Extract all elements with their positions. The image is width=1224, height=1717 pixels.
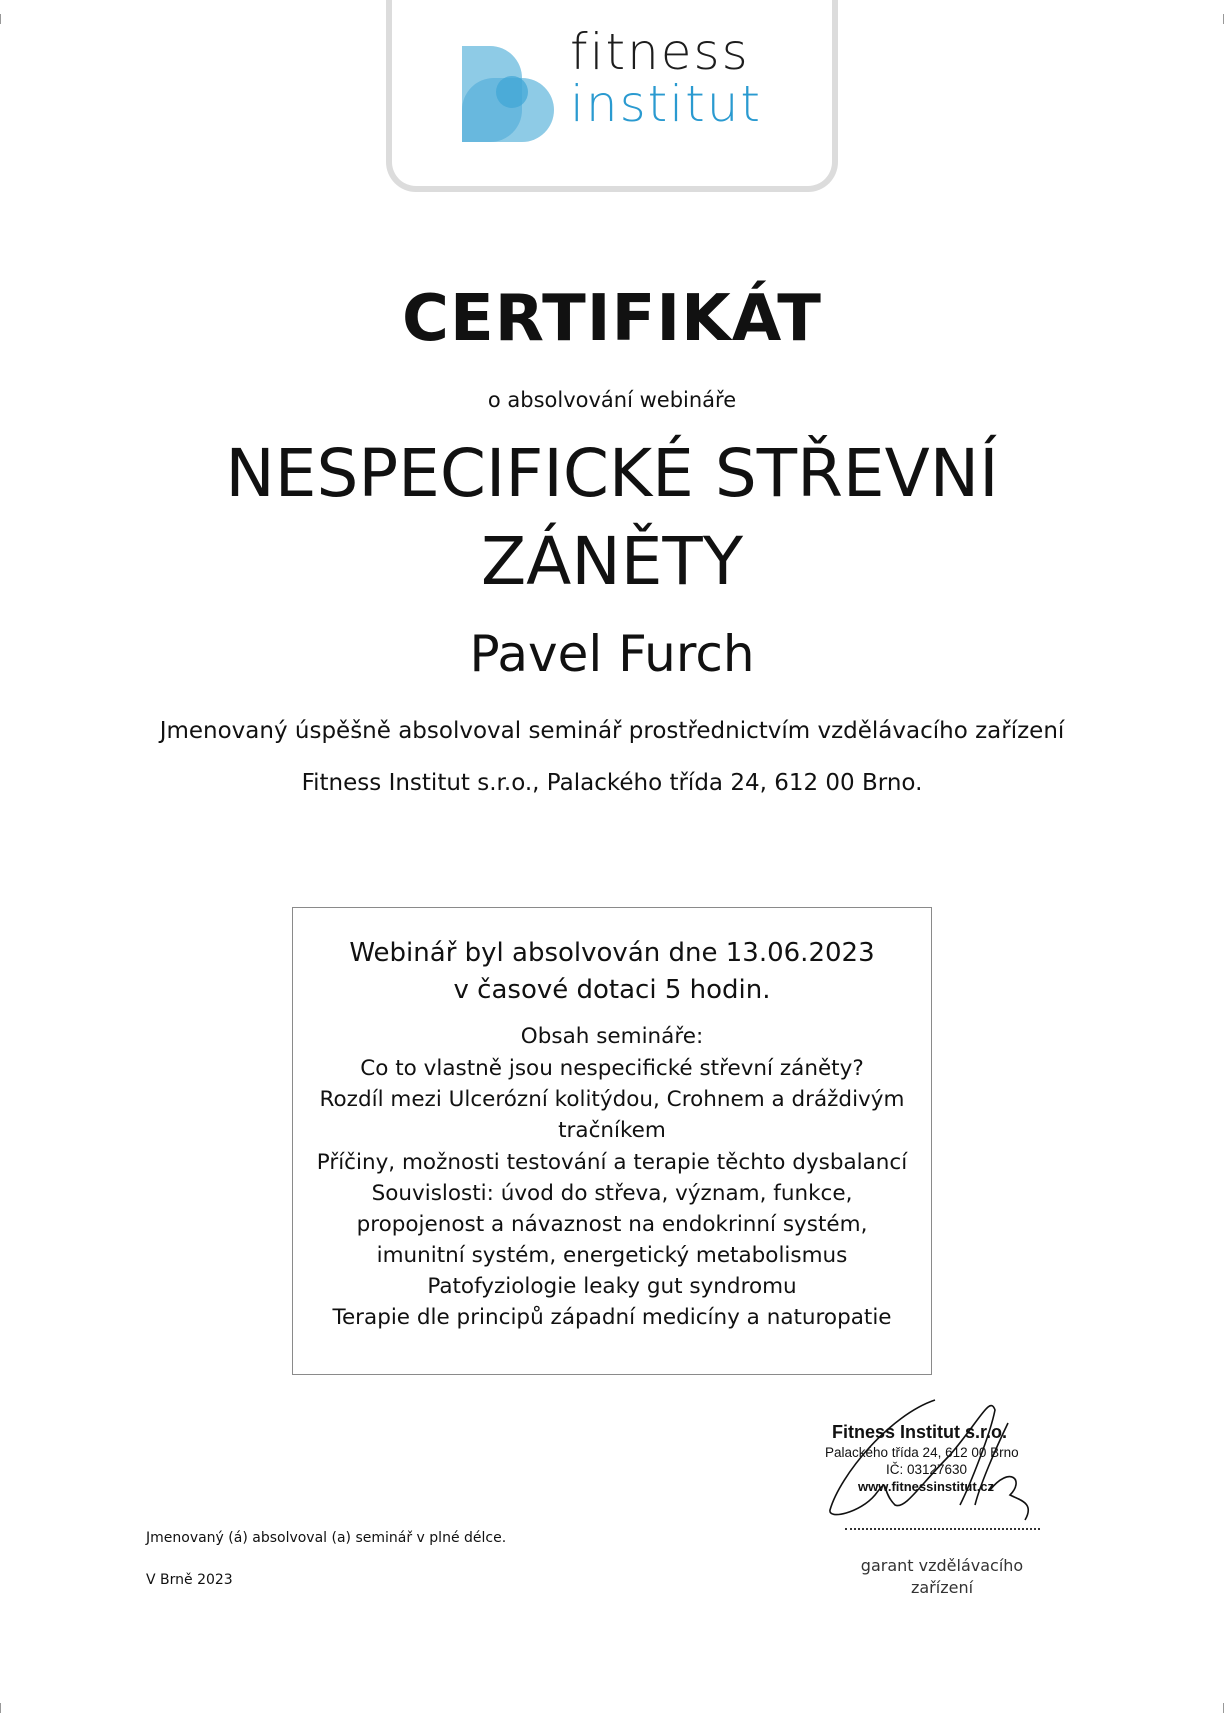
signature-role-line-2: zařízení bbox=[910, 1578, 974, 1597]
contents-item: Co to vlastně jsou nespecifické střevní záněty? bbox=[360, 1056, 864, 1081]
crop-mark bbox=[1213, 1703, 1224, 1713]
contents-item: Terapie dle principů západní medicíny a naturopatie bbox=[332, 1305, 892, 1330]
stamp-address: Palackého třída 24, 612 00 Brno bbox=[825, 1445, 1019, 1460]
contents-item: propojenost a návaznost na endokrinní systém, bbox=[356, 1212, 868, 1237]
signature-role-line-1: garant vzdělávacího bbox=[860, 1556, 1024, 1575]
logo-line-1: fitness bbox=[570, 23, 750, 81]
place-date: V Brně 2023 bbox=[146, 1572, 233, 1588]
signature-icon bbox=[820, 1395, 1060, 1525]
contents-item: Příčiny, možnosti testování a terapie těchto dysbalancí bbox=[316, 1150, 908, 1175]
crop-mark bbox=[0, 1703, 11, 1713]
contents-heading: Obsah semináře: bbox=[520, 1024, 704, 1049]
recipient-name: Pavel Furch bbox=[469, 625, 755, 683]
duration: v časové dotaci 5 hodin. bbox=[453, 975, 771, 1005]
logo-frame bbox=[386, 0, 838, 192]
stamp-web: www.fitnessinstitut.cz bbox=[858, 1479, 995, 1494]
contents-item: tračníkem bbox=[558, 1118, 666, 1143]
stamp-ico: IČ: 03127630 bbox=[886, 1462, 968, 1477]
footer-note: Jmenovaný (á) absolvoval (a) seminář v plné délce. bbox=[146, 1530, 507, 1546]
crop-mark bbox=[1213, 14, 1224, 24]
certificate-subtitle: o absolvování webináře bbox=[487, 388, 737, 412]
stamp-company: Fitness Institut s.r.o. bbox=[832, 1422, 1008, 1442]
webinar-topic bbox=[0, 430, 1224, 606]
logo-line-2: institut bbox=[570, 75, 763, 133]
topic-line-1: NESPECIFICKÉ STŘEVNÍ bbox=[225, 435, 999, 512]
details-box bbox=[292, 907, 932, 1375]
logo-wordmark bbox=[570, 23, 763, 133]
contents-item: imunitní systém, energetický metabolismus bbox=[376, 1243, 848, 1268]
heart-logo-icon bbox=[462, 46, 562, 142]
topic-line-2: ZÁNĚTY bbox=[480, 523, 744, 600]
contents-item: Rozdíl mezi Ulcerózní kolitýdou, Crohnem a dráždivým bbox=[319, 1087, 905, 1112]
completion-date: Webinář byl absolvován dne 13.06.2023 bbox=[349, 938, 875, 968]
company-stamp bbox=[820, 1395, 1060, 1525]
crop-mark bbox=[0, 14, 11, 24]
description-line-1: Jmenovaný úspěšně absolvoval seminář prostřednictvím vzdělávacího zařízení bbox=[159, 718, 1065, 744]
signature-line bbox=[845, 1528, 1040, 1530]
description-line-2: Fitness Institut s.r.o., Palackého třída 24, 612 00 Brno. bbox=[301, 770, 923, 796]
contents-item: Patofyziologie leaky gut syndromu bbox=[427, 1274, 797, 1299]
certificate-title: CERTIFIKÁT bbox=[402, 282, 822, 356]
contents-item: Souvislosti: úvod do střeva, význam, funkce, bbox=[371, 1181, 853, 1206]
